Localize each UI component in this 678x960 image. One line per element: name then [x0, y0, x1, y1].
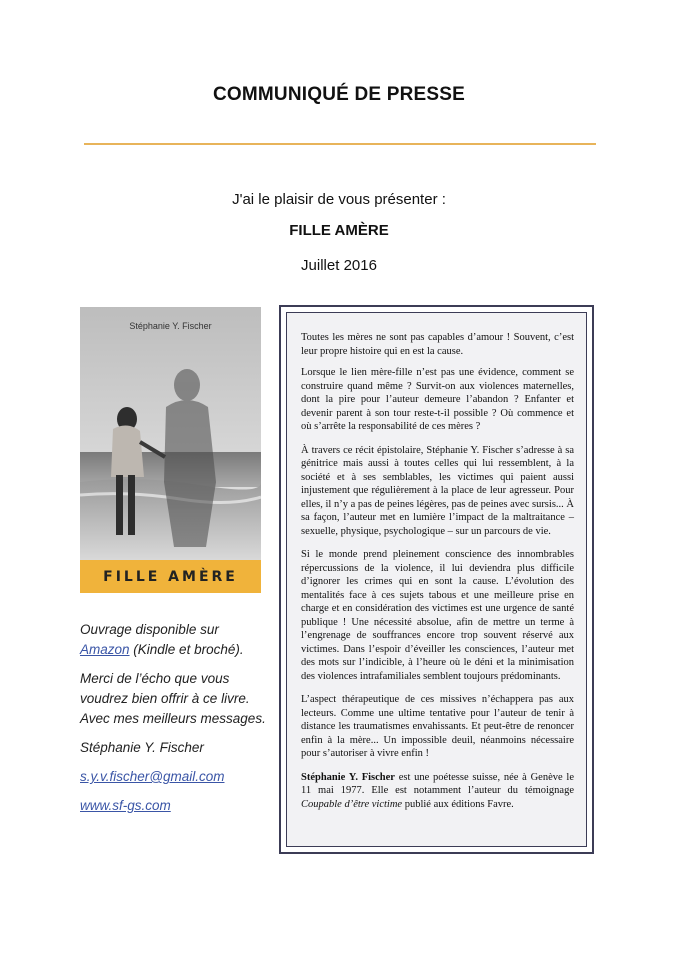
signature: Stéphanie Y. Fischer	[80, 740, 204, 755]
email-link[interactable]: s.y.v.fischer@gmail.com	[80, 769, 225, 784]
summary-content	[286, 312, 587, 847]
summary-paragraph-5: L’aspect thérapeutique de ces missives n’échappera pas aux lecteurs. Comme une ultime tentative pour l’auteur de tenir à distance les traumatismes envahissants. Et peut-être de renoncer enfin à la mère... Un impossible deuil, néanmoins nécessaire pour s’autoriser à vivre enfin !	[301, 694, 574, 759]
availability-text	[80, 620, 270, 660]
author-bio	[301, 771, 574, 812]
bio-text-2: publié aux éditions Favre.	[402, 798, 514, 810]
amazon-link[interactable]: Amazon	[80, 642, 130, 657]
availability-suffix: (Kindle et broché).	[129, 642, 244, 657]
bio-name: Stéphanie Y. Fischer	[301, 771, 395, 783]
header-divider	[84, 143, 596, 145]
cover-title-band	[80, 560, 261, 593]
intro-line: J'ai le plaisir de vous présenter :	[232, 191, 446, 208]
contact-column	[80, 620, 270, 825]
summary-paragraph-2: Lorsque le lien mère-fille n’est pas une évidence, comment se construire quand même ? Survit-on aux violences maternelles, dont la pire pour l’auteur demeure l’abandon ? Enfanter et devenir parent à son tour reste-t-il possible ? Où commence et où s’arrête la responsabilité de ces mères ?	[301, 367, 574, 432]
summary-paragraph-4: Si le monde prend pleinement conscience des innombrables répercussions de la violence, il lui deviendra plus difficile d’ignorer les crimes qui en sont la cause. L’évolution des mentalités face à ces sujets tabous et une meilleure prise en charge et en considération des victimes est une urgence de santé publique ! Une nécessité absolue, afin de mettre un terme à l’engrenage de souffrances encore trop souvent réservé aux victimes. Dans l’espoir d’éveiller les consciences, l’auteur met des mots sur l’indicible, à l’heure où le déni et la minimisation des violences intrafamiliales semblent toujours prédominants.	[301, 549, 574, 682]
summary-box	[279, 305, 594, 854]
release-date: Juillet 2016	[301, 257, 377, 274]
cover-author: Stéphanie Y. Fischer	[129, 321, 212, 331]
summary-paragraph-3: À travers ce récit épistolaire, Stéphanie Y. Fischer s’adresse à sa génitrice mais aussi à toutes celles qui lui ressemblent, à la société et à ses semblables, les victimes qui paient aussi injustement que régulièrement à la place de leur agresseur. Pour elles, il n’y a pas de peines légères, pas de peines avec sursis... À sa façon, l’auteur met en lumière l’impact de la maltraitance – sexuelle, physique, psychologique – sur un parcours de vie.	[301, 444, 574, 537]
page-title: COMMUNIQUÉ DE PRESSE	[212, 84, 466, 105]
book-title: FILLE AMÈRE	[289, 222, 389, 239]
availability-prefix: Ouvrage disponible sur	[80, 622, 219, 637]
book-cover	[80, 307, 261, 593]
cover-title: FILLE AMÈRE	[103, 568, 238, 585]
bio-text-1: est une poétesse suisse, née à Genève le 11 mai 1977. Elle est notamment l’auteur du témoignage	[301, 771, 574, 796]
thanks-text: Merci de l’écho que vous voudrez bien offrir à ce livre. Avec mes meilleurs messages.	[80, 671, 266, 726]
bio-book: Coupable d’être victime	[301, 798, 403, 810]
website-link[interactable]: www.sf-gs.com	[80, 798, 171, 813]
summary-paragraph-1: Toutes les mères ne sont pas capables d’amour ! Souvent, c’est leur propre histoire qui en est la cause.	[301, 332, 574, 357]
cover-photo	[80, 307, 261, 593]
